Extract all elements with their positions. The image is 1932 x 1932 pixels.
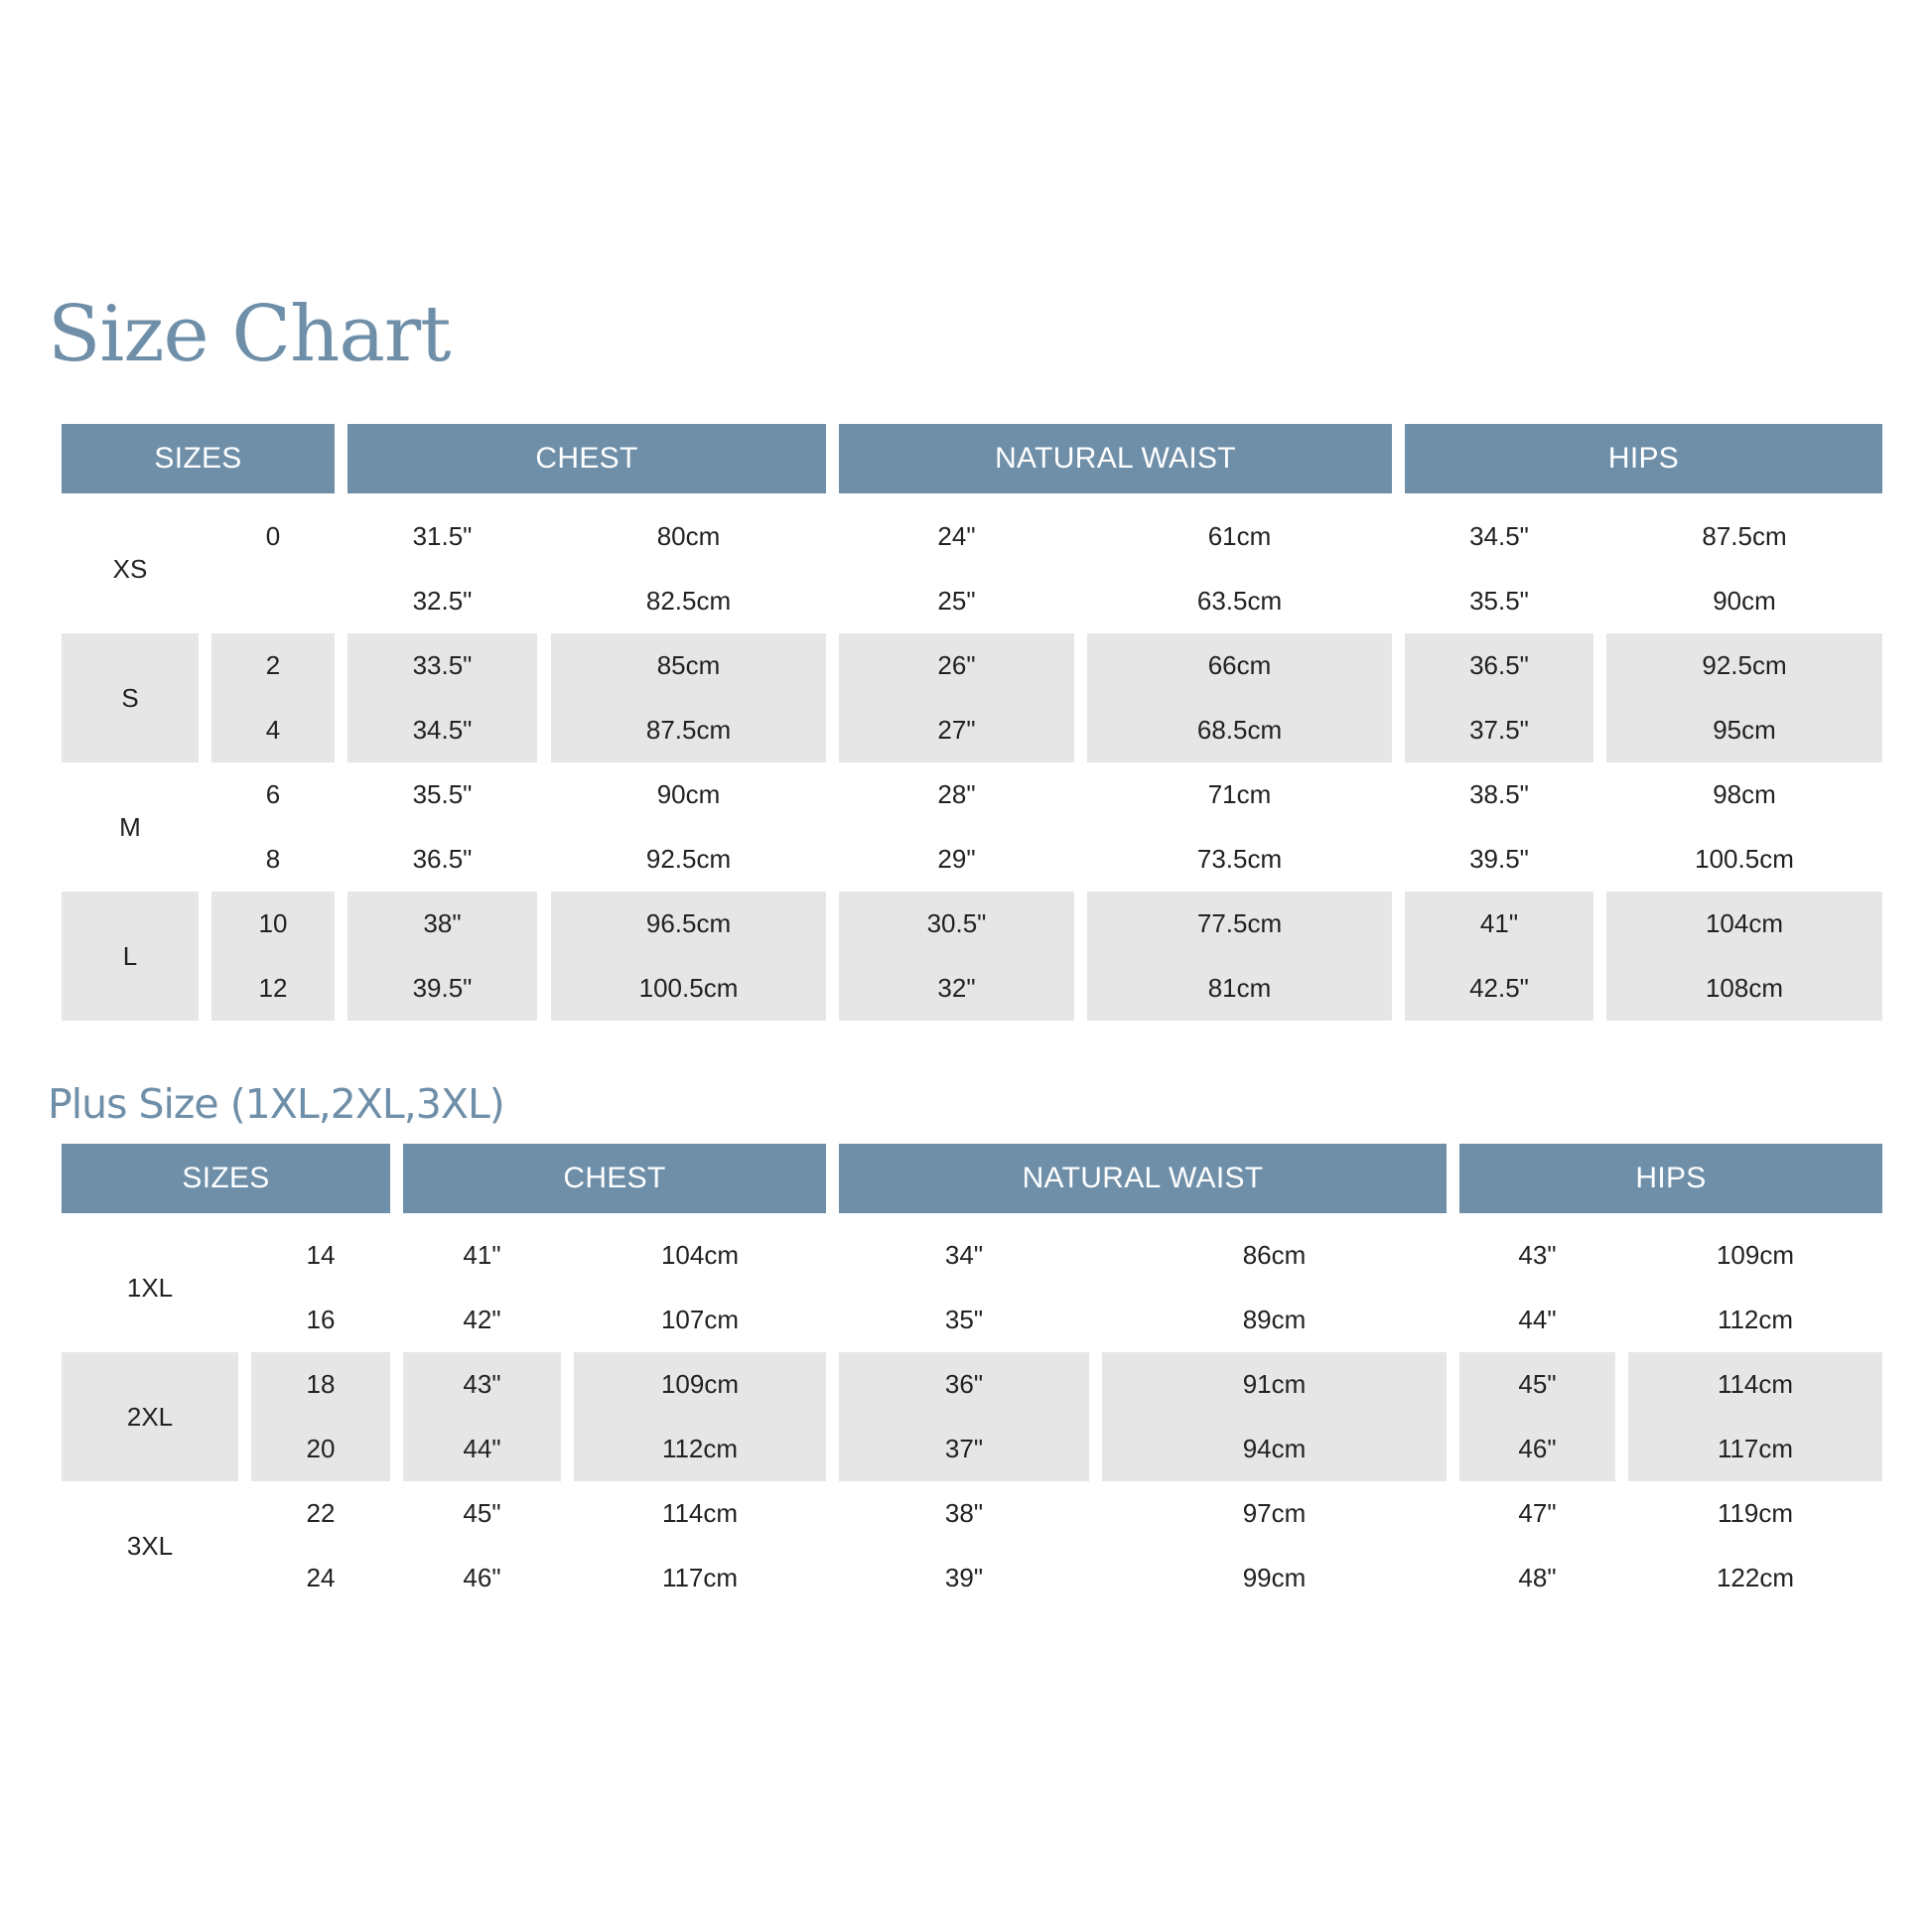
measurement-hips-in: 43" bbox=[1518, 1240, 1557, 1270]
measurement-chest-in: 33.5" bbox=[412, 650, 473, 680]
measurement-waist-in: 32" bbox=[937, 973, 976, 1003]
measurement-waist-in: 39" bbox=[944, 1563, 984, 1592]
measurement-hips-cm: 109cm bbox=[1716, 1240, 1795, 1270]
size-number: 14 bbox=[306, 1240, 336, 1270]
plus-size-title: Plus Size (1XL,2XL,3XL) bbox=[48, 1080, 504, 1128]
measurement-waist-cm: 94cm bbox=[1242, 1434, 1307, 1463]
measurement-chest-in: 46" bbox=[463, 1563, 501, 1592]
size-number: 8 bbox=[265, 844, 281, 874]
measurement-waist-cm: 89cm bbox=[1242, 1305, 1307, 1334]
measurement-waist-in: 24" bbox=[937, 521, 976, 551]
size-label: 3XL bbox=[126, 1530, 174, 1561]
measurement-waist-cm: 91cm bbox=[1242, 1369, 1307, 1399]
measurement-chest-cm: 92.5cm bbox=[645, 844, 732, 874]
measurement-hips-cm: 92.5cm bbox=[1702, 650, 1787, 680]
measurement-waist-cm: 68.5cm bbox=[1196, 715, 1283, 745]
measurement-chest-cm: 90cm bbox=[656, 779, 721, 809]
size-number: 12 bbox=[258, 973, 288, 1003]
measurement-chest-cm: 117cm bbox=[661, 1563, 739, 1592]
measurement-hips-cm: 95cm bbox=[1713, 715, 1776, 745]
measurement-hips-cm: 122cm bbox=[1716, 1563, 1795, 1592]
measurement-waist-in: 37" bbox=[944, 1434, 984, 1463]
measurement-hips-cm: 114cm bbox=[1717, 1369, 1794, 1399]
measurement-chest-in: 45" bbox=[463, 1498, 501, 1528]
measurement-waist-in: 29" bbox=[937, 844, 976, 874]
size-number bbox=[211, 569, 335, 633]
measurement-chest-in: 41" bbox=[463, 1240, 501, 1270]
size-label: XS bbox=[112, 553, 148, 584]
measurement-waist-in: 26" bbox=[937, 650, 976, 680]
measurement-chest-in: 42" bbox=[463, 1305, 501, 1334]
measurement-hips-in: 37.5" bbox=[1469, 715, 1529, 745]
measurement-hips-in: 45" bbox=[1518, 1369, 1557, 1399]
measurement-hips-in: 46" bbox=[1518, 1434, 1557, 1463]
measurement-chest-cm: 87.5cm bbox=[645, 715, 732, 745]
measurement-waist-in: 34" bbox=[944, 1240, 984, 1270]
measurement-chest-in: 44" bbox=[463, 1434, 501, 1463]
measurement-chest-cm: 96.5cm bbox=[645, 908, 732, 938]
measurement-waist-cm: 86cm bbox=[1242, 1240, 1307, 1270]
size-label: M bbox=[119, 811, 141, 842]
measurement-waist-cm: 71cm bbox=[1207, 779, 1272, 809]
header-natural-waist: NATURAL WAIST bbox=[839, 424, 1392, 493]
size-label: 1XL bbox=[126, 1272, 174, 1303]
measurement-hips-cm: 100.5cm bbox=[1695, 844, 1794, 874]
measurement-hips-in: 47" bbox=[1518, 1498, 1557, 1528]
measurement-hips-cm: 108cm bbox=[1705, 973, 1784, 1003]
measurement-chest-in: 36.5" bbox=[412, 844, 473, 874]
page-title: Size Chart bbox=[48, 290, 451, 379]
measurement-chest-cm: 107cm bbox=[660, 1305, 740, 1334]
header-sizes: SIZES bbox=[62, 424, 335, 493]
size-number: 6 bbox=[265, 779, 281, 809]
measurement-waist-in: 38" bbox=[944, 1498, 984, 1528]
size-label: S bbox=[121, 682, 139, 713]
size-number: 22 bbox=[306, 1498, 336, 1528]
measurement-chest-cm: 112cm bbox=[661, 1434, 739, 1463]
size-number: 4 bbox=[265, 715, 281, 745]
measurement-hips-cm: 90cm bbox=[1713, 586, 1776, 616]
size-number: 0 bbox=[265, 521, 281, 551]
header-chest: CHEST bbox=[347, 424, 826, 493]
measurement-waist-cm: 61cm bbox=[1207, 521, 1272, 551]
measurement-waist-cm: 63.5cm bbox=[1196, 586, 1283, 616]
measurement-chest-in: 32.5" bbox=[412, 586, 473, 616]
measurement-hips-in: 44" bbox=[1518, 1305, 1557, 1334]
measurement-waist-cm: 97cm bbox=[1242, 1498, 1307, 1528]
header-hips: HIPS bbox=[1459, 1144, 1882, 1213]
measurement-waist-in: 30.5" bbox=[926, 908, 987, 938]
size-number: 18 bbox=[306, 1369, 336, 1399]
measurement-hips-cm: 117cm bbox=[1717, 1434, 1794, 1463]
size-label: L bbox=[122, 940, 138, 971]
measurement-waist-cm: 99cm bbox=[1242, 1563, 1307, 1592]
measurement-chest-cm: 100.5cm bbox=[638, 973, 739, 1003]
measurement-chest-in: 34.5" bbox=[412, 715, 473, 745]
header-sizes: SIZES bbox=[62, 1144, 390, 1213]
header-hips: HIPS bbox=[1405, 424, 1882, 493]
size-number: 24 bbox=[306, 1563, 336, 1592]
measurement-hips-in: 34.5" bbox=[1469, 521, 1529, 551]
measurement-hips-cm: 98cm bbox=[1713, 779, 1776, 809]
size-number: 16 bbox=[306, 1305, 336, 1334]
header-chest: CHEST bbox=[403, 1144, 826, 1213]
measurement-hips-in: 41" bbox=[1479, 908, 1519, 938]
measurement-chest-cm: 104cm bbox=[660, 1240, 740, 1270]
measurement-chest-cm: 82.5cm bbox=[645, 586, 732, 616]
measurement-hips-in: 36.5" bbox=[1469, 650, 1529, 680]
header-natural-waist: NATURAL WAIST bbox=[839, 1144, 1447, 1213]
size-number: 20 bbox=[306, 1434, 336, 1463]
measurement-hips-in: 39.5" bbox=[1469, 844, 1529, 874]
measurement-hips-cm: 104cm bbox=[1705, 908, 1784, 938]
measurement-hips-in: 35.5" bbox=[1469, 586, 1529, 616]
measurement-hips-in: 42.5" bbox=[1469, 973, 1529, 1003]
measurement-chest-cm: 80cm bbox=[656, 521, 721, 551]
measurement-hips-cm: 112cm bbox=[1717, 1305, 1794, 1334]
measurement-waist-cm: 66cm bbox=[1207, 650, 1272, 680]
measurement-waist-cm: 73.5cm bbox=[1196, 844, 1283, 874]
measurement-chest-cm: 85cm bbox=[656, 650, 721, 680]
measurement-waist-in: 28" bbox=[937, 779, 976, 809]
measurement-chest-in: 38" bbox=[423, 908, 462, 938]
measurement-hips-in: 38.5" bbox=[1469, 779, 1529, 809]
measurement-hips-cm: 87.5cm bbox=[1702, 521, 1787, 551]
measurement-waist-cm: 81cm bbox=[1207, 973, 1272, 1003]
size-number: 2 bbox=[265, 650, 281, 680]
measurement-waist-cm: 77.5cm bbox=[1196, 908, 1283, 938]
measurement-hips-in: 48" bbox=[1518, 1563, 1557, 1592]
measurement-chest-cm: 114cm bbox=[661, 1498, 739, 1528]
measurement-chest-in: 35.5" bbox=[412, 779, 473, 809]
measurement-hips-cm: 119cm bbox=[1717, 1498, 1794, 1528]
measurement-waist-in: 27" bbox=[937, 715, 976, 745]
size-number: 10 bbox=[258, 908, 288, 938]
measurement-waist-in: 35" bbox=[944, 1305, 984, 1334]
measurement-chest-in: 39.5" bbox=[412, 973, 473, 1003]
measurement-chest-cm: 109cm bbox=[660, 1369, 740, 1399]
size-label: 2XL bbox=[126, 1401, 174, 1432]
measurement-chest-in: 43" bbox=[463, 1369, 501, 1399]
measurement-chest-in: 31.5" bbox=[412, 521, 473, 551]
measurement-waist-in: 25" bbox=[937, 586, 976, 616]
measurement-waist-in: 36" bbox=[944, 1369, 984, 1399]
